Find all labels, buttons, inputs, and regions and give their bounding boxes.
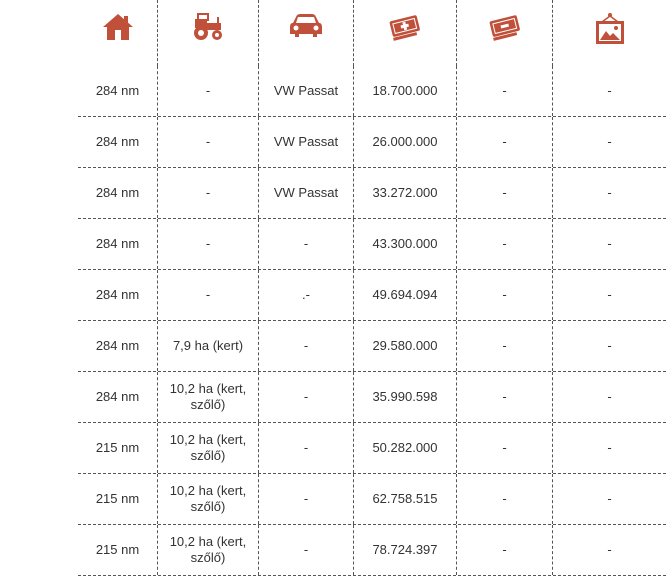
table-row bbox=[78, 66, 666, 117]
vehicle-cell: - bbox=[259, 423, 354, 473]
debt-cell: - bbox=[457, 321, 553, 371]
valuables-cell: - bbox=[607, 389, 612, 404]
assets-table bbox=[78, 0, 666, 576]
table-row bbox=[78, 525, 666, 576]
land-cell: 10,2 ha (kert, szőlő) bbox=[158, 525, 259, 575]
vehicle-cell: .- bbox=[259, 270, 354, 320]
debt-cell: - bbox=[457, 474, 553, 524]
floor-area-cell: 284 nm bbox=[78, 372, 158, 422]
table-header bbox=[78, 0, 666, 66]
floor-area-cell: 284 nm bbox=[78, 66, 158, 116]
debt-cell: - bbox=[457, 168, 553, 218]
debt-cell: - bbox=[457, 423, 553, 473]
valuables-cell: - bbox=[607, 491, 612, 506]
valuables-cell: - bbox=[607, 338, 612, 353]
table-row bbox=[78, 117, 666, 168]
floor-area-cell: 284 nm bbox=[78, 168, 158, 218]
income-cell: 43.300.000 bbox=[354, 219, 457, 269]
table-row bbox=[78, 270, 666, 321]
income-cell: 78.724.397 bbox=[354, 525, 457, 575]
vehicle-cell: - bbox=[259, 321, 354, 371]
land-cell: - bbox=[158, 117, 259, 167]
valuables-cell: - bbox=[607, 236, 612, 251]
income-cell: 35.990.598 bbox=[354, 372, 457, 422]
income-cell: 29.580.000 bbox=[354, 321, 457, 371]
income-cell: 26.000.000 bbox=[354, 117, 457, 167]
floor-area-cell: 284 nm bbox=[78, 117, 158, 167]
income-cell: 33.272.000 bbox=[354, 168, 457, 218]
income-cell: 18.700.000 bbox=[354, 66, 457, 116]
land-cell: 10,2 ha (kert, szőlő) bbox=[158, 372, 259, 422]
table-row bbox=[78, 219, 666, 270]
floor-area-cell: 284 nm bbox=[78, 321, 158, 371]
floor-area-cell: 284 nm bbox=[78, 219, 158, 269]
valuables-cell: - bbox=[607, 185, 612, 200]
land-cell: 10,2 ha (kert, szőlő) bbox=[158, 423, 259, 473]
income-cell: 50.282.000 bbox=[354, 423, 457, 473]
debt-cell: - bbox=[457, 270, 553, 320]
vehicle-cell: VW Passat bbox=[259, 66, 354, 116]
table-row bbox=[78, 321, 666, 372]
land-cell: - bbox=[158, 219, 259, 269]
land-cell: - bbox=[158, 66, 259, 116]
valuables-cell: - bbox=[607, 440, 612, 455]
house-icon bbox=[78, 0, 158, 66]
valuables-cell: - bbox=[607, 134, 612, 149]
floor-area-cell: 215 nm bbox=[78, 525, 158, 575]
floor-area-cell: 215 nm bbox=[78, 423, 158, 473]
picture-icon bbox=[553, 0, 666, 66]
debt-cell: - bbox=[457, 525, 553, 575]
vehicle-cell: VW Passat bbox=[259, 168, 354, 218]
table-row bbox=[78, 423, 666, 474]
tractor-icon bbox=[158, 0, 259, 66]
table-body bbox=[78, 66, 666, 576]
vehicle-cell: - bbox=[259, 219, 354, 269]
vehicle-cell: - bbox=[259, 474, 354, 524]
table-row bbox=[78, 372, 666, 423]
vehicle-cell: VW Passat bbox=[259, 117, 354, 167]
debt-cell: - bbox=[457, 66, 553, 116]
vehicle-cell: - bbox=[259, 525, 354, 575]
land-cell: 10,2 ha (kert, szőlő) bbox=[158, 474, 259, 524]
money-minus-icon bbox=[457, 0, 553, 66]
floor-area-cell: 284 nm bbox=[78, 270, 158, 320]
debt-cell: - bbox=[457, 117, 553, 167]
valuables-cell: - bbox=[607, 542, 612, 557]
table-row bbox=[78, 474, 666, 525]
debt-cell: - bbox=[457, 372, 553, 422]
land-cell: 7,9 ha (kert) bbox=[158, 321, 259, 371]
income-cell: 49.694.094 bbox=[354, 270, 457, 320]
land-cell: - bbox=[158, 168, 259, 218]
floor-area-cell: 215 nm bbox=[78, 474, 158, 524]
car-icon bbox=[259, 0, 354, 66]
income-cell: 62.758.515 bbox=[354, 474, 457, 524]
land-cell: - bbox=[158, 270, 259, 320]
valuables-cell: - bbox=[607, 83, 612, 98]
vehicle-cell: - bbox=[259, 372, 354, 422]
table-row bbox=[78, 168, 666, 219]
debt-cell: - bbox=[457, 219, 553, 269]
money-plus-icon bbox=[354, 0, 457, 66]
valuables-cell: - bbox=[607, 287, 612, 302]
